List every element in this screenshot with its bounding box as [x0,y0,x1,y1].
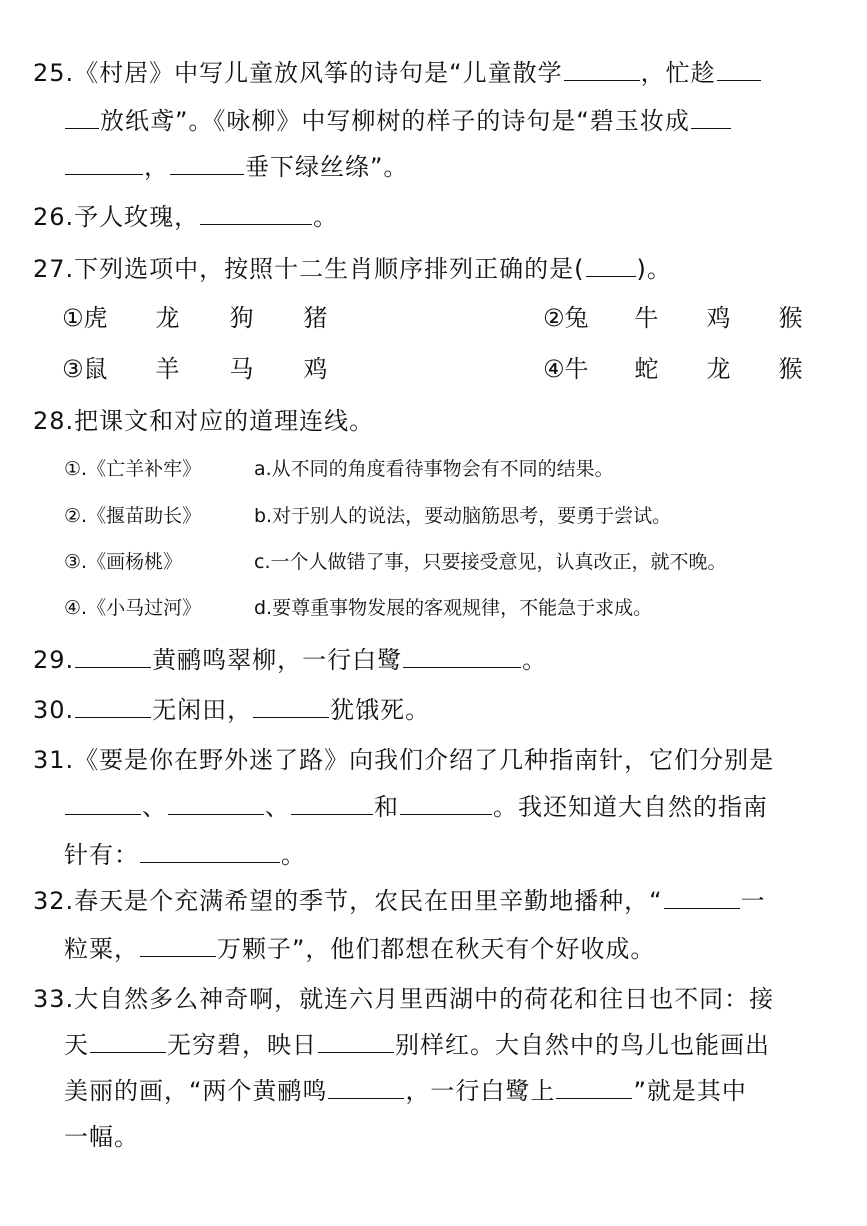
blank[interactable] [140,840,280,863]
q33-line-1: 33.大自然多么神奇啊，就连六月里西湖中的荷花和往日也不同：接 [33,985,775,1013]
blank[interactable] [140,934,216,957]
option-number: ③ [62,355,84,383]
q28-row-1 [64,456,614,482]
q29-line [33,645,547,675]
q32-text-2: 一 [740,887,766,915]
q30-text-2: 犹饿死。 [330,696,431,724]
option-item: 牛 [634,304,659,332]
blank[interactable] [564,58,640,81]
q31-text-2: 针有： [64,841,139,869]
q31-line-1: 31.《要是你在野外迷了路》向我们介绍了几种指南针，它们分别是 [33,746,775,774]
q28-text-item[interactable]: ③.《画杨桃》 [64,551,183,573]
q33-text-3: 别样红。大自然中的鸟儿也能画出 [395,1031,770,1059]
blank[interactable] [170,152,244,175]
q33-line-4: 一幅。 [64,1123,139,1151]
q27-line [33,254,672,284]
q25-text-4: ， [144,153,169,181]
option-item: 鸡 [303,355,328,383]
q33-text-1: 天 [64,1031,89,1059]
option-number: ④ [543,355,565,383]
q30-text-1: 无闲田， [152,696,253,724]
q28-moral-item[interactable]: a.从不同的角度看待事物会有不同的结果。 [254,458,614,480]
option-item: 猴 [778,355,803,383]
q27-option-1[interactable] [62,303,328,333]
q33-line-2 [64,1030,770,1060]
q32-text-3: 粒粟， [64,935,139,963]
q25-text-5: 垂下绿丝绦”。 [245,153,409,181]
q25-line-1 [33,58,762,88]
blank[interactable] [65,106,99,129]
option-number: ① [62,304,84,332]
q28-row-2 [64,503,671,529]
option-item: 鸡 [706,304,731,332]
q33-text-6: ”就是其中 [633,1077,747,1105]
blank[interactable] [75,695,151,718]
q26-text: 26.予人玫瑰， [33,203,200,231]
q28-title: 28.把课文和对应的道理连线。 [33,407,375,435]
blank[interactable] [200,202,312,225]
q28-moral-item[interactable]: b.对于别人的说法，要动脑筋思考，要勇于尝试。 [254,505,672,527]
option-item: 兔 [564,304,589,332]
q27-option-4[interactable] [543,354,803,384]
q32-text-1: 32.春天是个充满希望的季节，农民在田里辛勤地播种，“ [33,887,663,915]
q33-text-2: 无穷碧，映日 [167,1031,317,1059]
option-item: 鼠 [83,355,108,383]
blank[interactable] [253,695,329,718]
option-item: 龙 [706,355,731,383]
q32-line-1 [33,886,766,916]
q31-line-2 [64,792,768,822]
q29-end: 。 [522,646,548,674]
q32-line-2 [64,934,655,964]
q29-text: 黄鹂鸣翠柳，一行白鹭 [152,646,403,674]
blank[interactable] [403,645,521,668]
q32-text-4: 万颗子”，他们都想在秋天有个好收成。 [217,935,656,963]
blank[interactable] [90,1030,166,1053]
blank[interactable] [328,1076,404,1099]
q33-text-5: ，一行白鹭上 [405,1077,556,1105]
blank[interactable] [65,152,143,175]
q28-text-item[interactable]: ②.《揠苗助长》 [64,505,202,527]
option-item: 龙 [155,304,180,332]
q27-option-3[interactable] [62,354,328,384]
option-item: 牛 [564,355,589,383]
q31-line-3 [64,840,306,870]
q30-line [33,695,430,725]
option-item: 狗 [229,304,254,332]
blank[interactable] [65,792,141,815]
blank[interactable] [717,58,761,81]
q25-text-1: 25.《村居》中写儿童放风筝的诗句是“儿童散学 [33,59,563,87]
q25-line-3 [64,152,408,182]
q25-text-2: ，忙趁 [640,59,716,87]
separator: 、 [142,793,167,821]
q28-row-4 [64,595,652,621]
q27-option-2[interactable] [543,303,803,333]
q28-row-3 [64,549,727,575]
blank[interactable] [556,1076,632,1099]
blank[interactable] [400,792,492,815]
q27-text: 27.下列选项中，按照十二生肖顺序排列正确的是( [33,255,585,283]
q30-number: 30. [33,696,75,724]
blank[interactable] [691,106,731,129]
q31-end: 。 [281,841,306,869]
blank[interactable] [75,645,151,668]
q27-end: )。 [636,255,672,283]
q28-moral-item[interactable]: d.要尊重事物发展的客观规律，不能急于求成。 [254,597,653,619]
q31-and: 和 [374,793,399,821]
q26-end: 。 [313,203,339,231]
q25-text-3: 放纸鸢”。《咏柳》中写柳树的样子的诗句是“碧玉妆成 [100,107,690,135]
blank[interactable] [291,792,373,815]
option-item: 虎 [83,304,108,332]
q26-line [33,202,338,232]
answer-blank[interactable] [586,254,636,277]
blank[interactable] [664,886,740,909]
separator: 、 [265,793,290,821]
q29-number: 29. [33,646,75,674]
q31-text: 。我还知道大自然的指南 [493,793,768,821]
q28-text-item[interactable]: ④.《小马过河》 [64,597,202,619]
option-item: 猪 [303,304,328,332]
option-item: 羊 [155,355,180,383]
q25-line-2 [64,106,732,136]
q28-text-item[interactable]: ①.《亡羊补牢》 [64,458,202,480]
option-item: 猴 [778,304,803,332]
blank[interactable] [318,1030,394,1053]
option-number: ② [543,304,565,332]
q28-moral-item[interactable]: c.一个人做错了事，只要接受意见，认真改正，就不晚。 [254,551,727,573]
blank[interactable] [168,792,264,815]
q33-line-3 [64,1076,747,1106]
option-item: 马 [229,355,254,383]
q33-text-4: 美丽的画，“两个黄鹂鸣 [64,1077,328,1105]
option-item: 蛇 [634,355,659,383]
